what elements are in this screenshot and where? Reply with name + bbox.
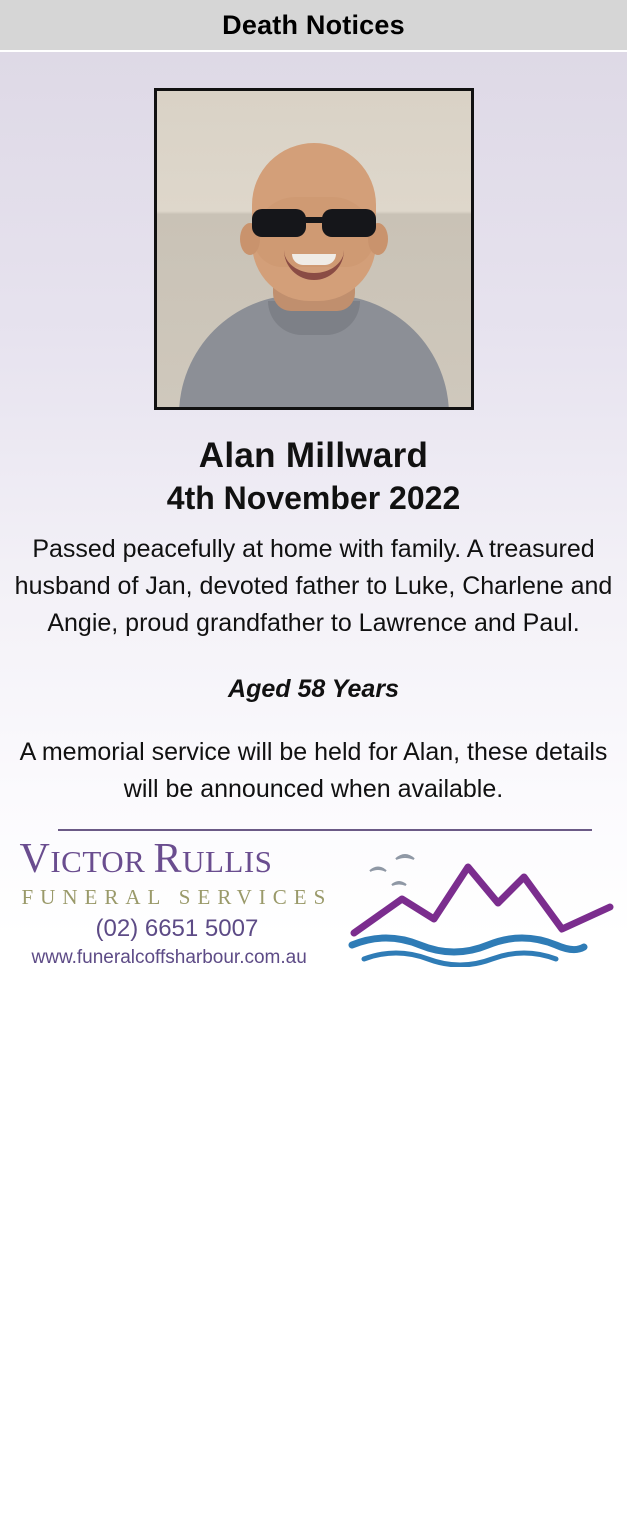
funeral-home-phone[interactable]: (02) 6651 5007	[95, 914, 259, 942]
section-header	[0, 0, 627, 52]
sunglasses-lens-right	[322, 209, 376, 237]
death-date: 4th November 2022	[166, 480, 461, 516]
photo-torso	[179, 295, 449, 410]
funeral-home-name	[20, 835, 273, 883]
deceased-photo	[154, 88, 474, 410]
sunglasses-icon	[252, 209, 376, 239]
funeral-home-tagline: FUNERAL SERVICES	[21, 884, 333, 909]
logo-divider	[58, 829, 592, 831]
death-notice-card	[0, 52, 627, 1082]
sunglasses-lens-left	[252, 209, 306, 237]
logo-name-ictor: ICTOR	[50, 843, 154, 879]
notice-body-text: Passed peacefully at home with family. A treasured husband of Jan, devoted father to Luke, Charlene and Angie, proud grandfather to Lawrence and Paul.	[14, 535, 613, 637]
funeral-home-website[interactable]: www.funeralcoffsharbour.com.au	[31, 946, 307, 968]
logo-name-r: R	[153, 835, 183, 882]
mountains-and-waves-icon	[348, 837, 618, 967]
deceased-name: Alan Millward	[198, 436, 429, 475]
photo-background	[157, 91, 471, 407]
logo-name-v: V	[19, 835, 51, 882]
page-title: Death Notices	[222, 9, 405, 40]
funeral-home-logo	[14, 829, 614, 979]
logo-name-ullis: ULLIS	[182, 843, 273, 879]
memorial-text: A memorial service will be held for Alan, these details will be announced when available.	[19, 738, 608, 803]
age-line: Aged 58 Years	[228, 675, 399, 704]
sunglasses-bridge	[304, 217, 324, 223]
